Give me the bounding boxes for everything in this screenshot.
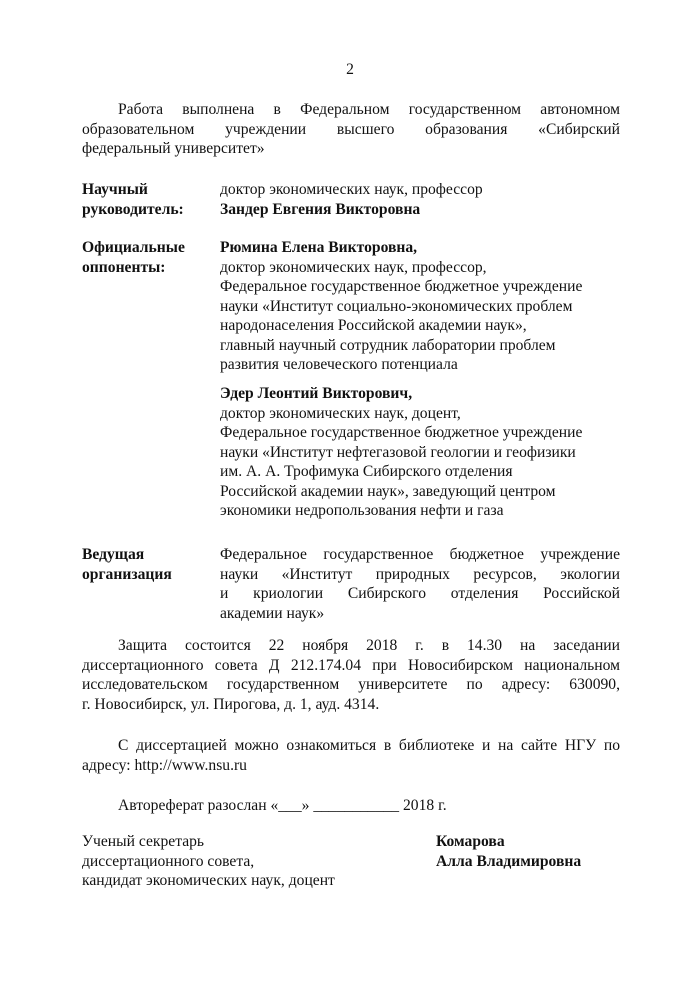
opponent-2-line: доктор экономических наук, доцент, xyxy=(220,404,461,422)
opponent-2-name: Эдер Леонтий Викторович, xyxy=(220,385,413,402)
defense-line: исследовательском государственном университете по адресу: 630090, xyxy=(82,676,620,693)
defense-paragraph xyxy=(82,636,620,714)
leading-org-line: Федеральное государственное бюджетное учреждение xyxy=(220,546,620,563)
leading-org-line: академии наук» xyxy=(220,604,325,622)
opponent-1-line: науки «Институт социально-экономических проблем xyxy=(220,297,573,315)
supervisor-info xyxy=(220,180,620,219)
leading-org-label-line: Ведущая xyxy=(82,546,145,563)
page-number: 2 xyxy=(346,61,354,78)
abstract-sent-paragraph xyxy=(82,796,620,816)
secretary-line: кандидат экономических наук, доцент xyxy=(82,872,335,889)
opponent-2-line: Федеральное государственное бюджетное учреждение xyxy=(220,424,583,441)
defense-line: г. Новосибирск, ул. Пирогова, д. 1, ауд. 4314. xyxy=(82,695,380,713)
leading-org-info xyxy=(220,545,620,623)
library-line: адресу: http://www.nsu.ru xyxy=(82,756,247,774)
opponent-1-line: развития человеческого потенциала xyxy=(220,356,458,373)
defense-line: Защита состоится 22 ноября 2018 г. в 14.30 на заседании xyxy=(118,637,620,654)
library-line: С диссертацией можно ознакомиться в библиотеке и на сайте НГУ по xyxy=(118,737,620,754)
leading-org-label xyxy=(82,545,217,584)
opponent-1-name: Рюмина Елена Викторовна, xyxy=(220,239,418,256)
secretary-given-name: Алла Владимировна xyxy=(436,852,582,870)
opponents-label-line: оппоненты: xyxy=(82,258,166,276)
opponent-2-line: экономики недропользования нефти и газа xyxy=(220,502,504,519)
leading-org-label-line: организация xyxy=(82,565,172,583)
opponent-2-line: науки «Институт нефтегазовой геологии и геофизики xyxy=(220,443,576,461)
opponents-label-line: Официальные xyxy=(82,239,185,256)
library-paragraph xyxy=(82,736,620,775)
supervisor-degree: доктор экономических наук, профессор xyxy=(220,181,483,198)
intro-line: Работа выполнена в Федеральном государственном автономном xyxy=(118,101,620,118)
opponent-2-line: Российской академии наук», заведующий центром xyxy=(220,482,556,500)
secretary-name xyxy=(436,832,636,871)
opponents-label xyxy=(82,238,217,277)
opponent-2 xyxy=(220,384,620,521)
supervisor-label xyxy=(82,180,217,219)
opponent-1-line: народонаселения Российской академии наук», xyxy=(220,317,527,334)
secretary-line: Ученый секретарь xyxy=(82,833,205,850)
abstract-sent-line: Автореферат разослан «___» ___________ 2018 г. xyxy=(118,797,447,814)
intro-line: образовательном учреждении высшего образования «Сибирский xyxy=(82,120,620,138)
leading-org-line: науки «Институт природных ресурсов, экологии xyxy=(220,565,620,583)
intro-paragraph xyxy=(82,100,620,159)
intro-line: федеральный университет» xyxy=(82,140,265,157)
opponent-2-line: им. А. А. Трофимука Сибирского отделения xyxy=(220,463,513,480)
secretary-surname: Комарова xyxy=(436,833,505,850)
secretary-line: диссертационного совета, xyxy=(82,852,255,870)
opponent-1 xyxy=(220,238,620,375)
supervisor-label-line: Научный xyxy=(82,181,148,198)
opponent-1-line: Федеральное государственное бюджетное учреждение xyxy=(220,278,583,295)
secretary-title xyxy=(82,832,402,891)
leading-org-line: и криологии Сибирского отделения Российской xyxy=(220,585,620,602)
supervisor-label-line: руководитель: xyxy=(82,200,184,218)
defense-line: диссертационного совета Д 212.174.04 при Новосибирском национальном xyxy=(82,656,620,674)
opponent-1-line: доктор экономических наук, профессор, xyxy=(220,258,487,276)
supervisor-name: Зандер Евгения Викторовна xyxy=(220,200,421,218)
opponent-1-line: главный научный сотрудник лаборатории проблем xyxy=(220,336,556,354)
